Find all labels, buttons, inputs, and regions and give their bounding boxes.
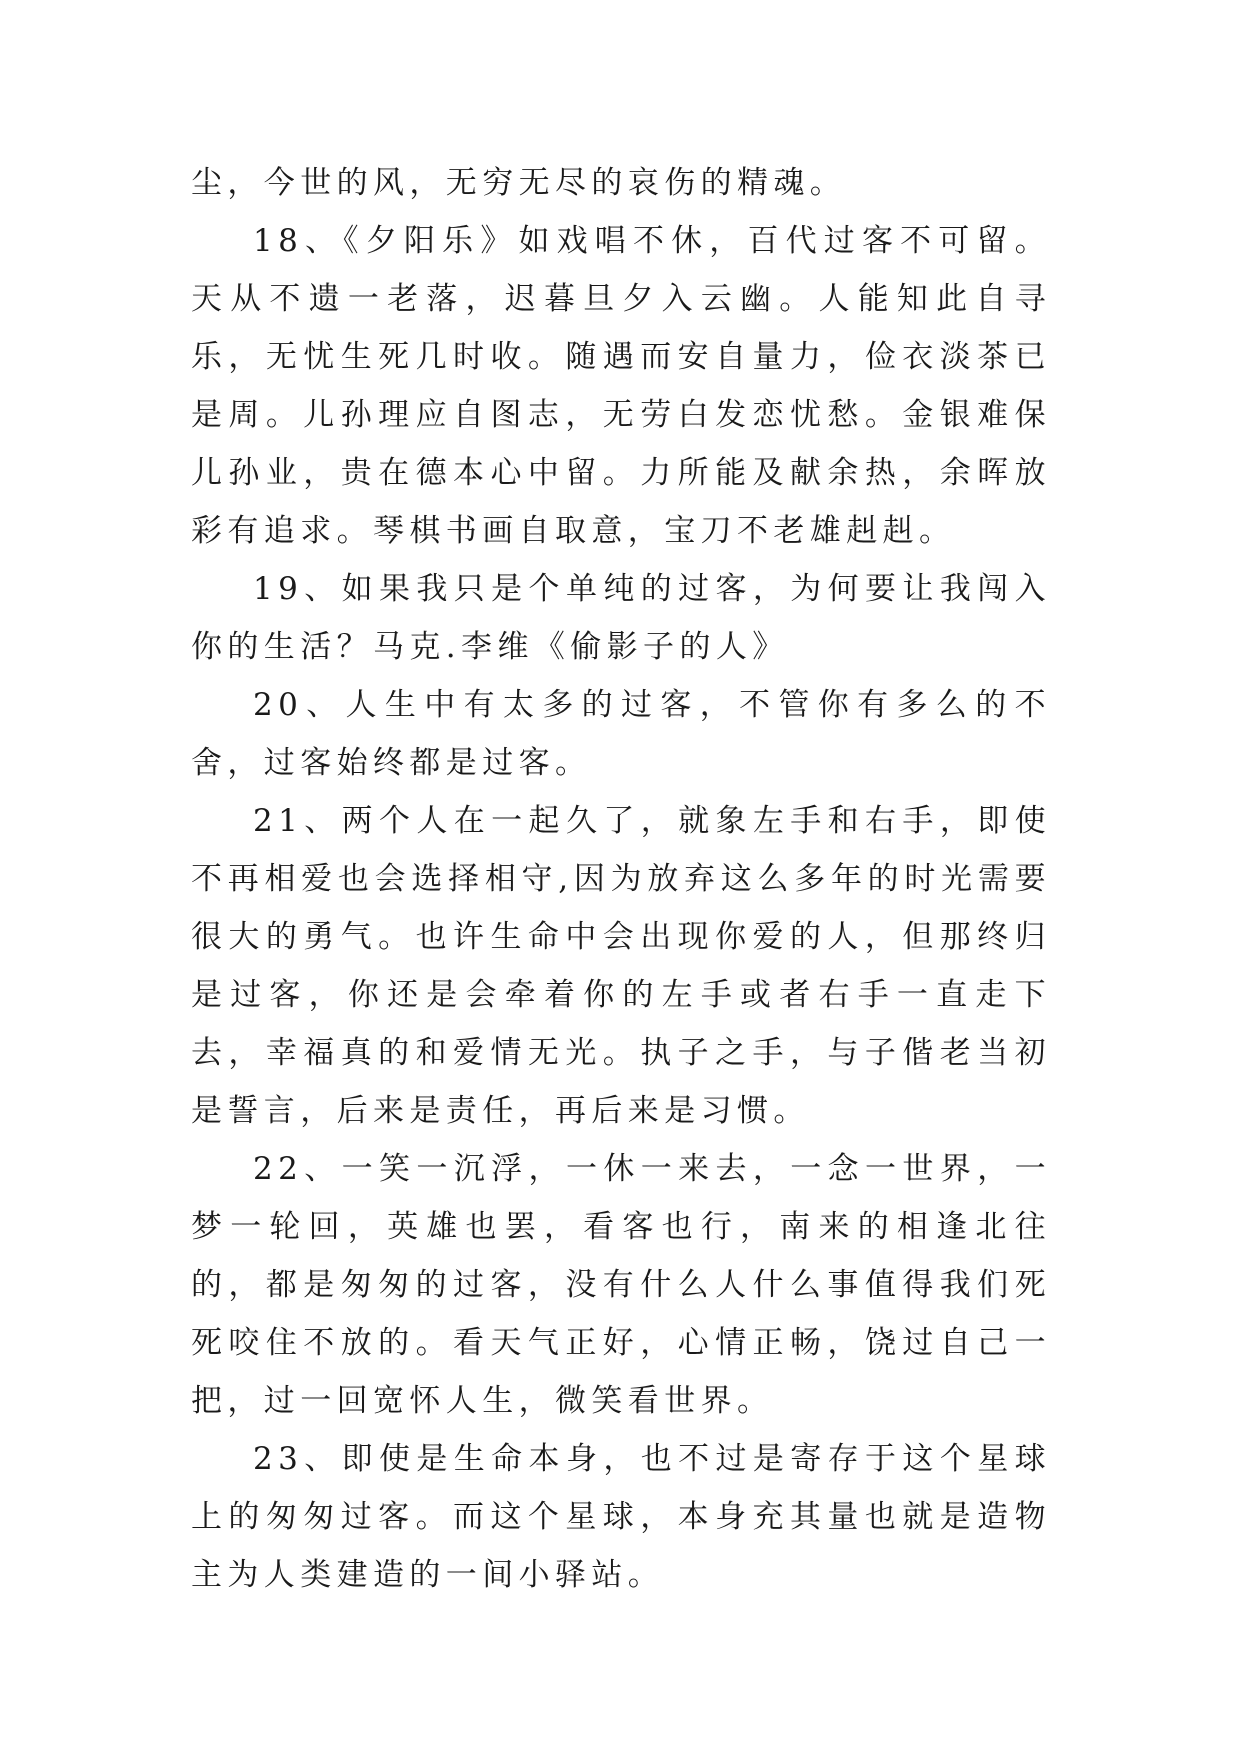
paragraph-19: 19、如果我只是个单纯的过客，为何要让我闯入你的生活？马克.李维《偷影子的人》 — [191, 571, 1051, 665]
document-body — [191, 154, 1051, 1604]
paragraph-23: 23、即使是生命本身，也不过是寄存于这个星球上的匆匆过客。而这个星球，本身充其量也就是造物主为人类建造的一间小驿站。 — [191, 1441, 1051, 1593]
paragraph-20: 20、人生中有太多的过客，不管你有多么的不舍，过客始终都是过客。 — [191, 687, 1051, 781]
paragraph-22: 22、一笑一沉浮，一休一来去，一念一世界，一梦一轮回，英雄也罢，看客也行，南来的相逢北往的，都是匆匆的过客，没有什么人什么事值得我们死死咬住不放的。看天气正好，心情正畅，饶过自己一把，过一回宽怀人生，微笑看世界。 — [191, 1151, 1051, 1419]
paragraph-18: 18、《夕阳乐》如戏唱不休，百代过客不可留。天从不遗一老落，迟暮旦夕入云幽。人能知此自寻乐，无忧生死几时收。随遇而安自量力，俭衣淡茶已是周。儿孙理应自图志，无劳白发恋忧愁。金银难保儿孙业，贵在德本心中留。力所能及献余热，余晖放彩有追求。琴棋书画自取意，宝刀不老雄赳赳。 — [191, 223, 1051, 549]
paragraph-21: 21、两个人在一起久了，就象左手和右手，即使不再相爱也会选择相守,因为放弃这么多年的时光需要很大的勇气。也许生命中会出现你爱的人，但那终归是过客，你还是会牵着你的左手或者右手一直走下去，幸福真的和爱情无光。执子之手，与子偕老当初是誓言，后来是责任，再后来是习惯。 — [191, 803, 1051, 1129]
paragraph-continued: 尘，今世的风，无穷无尽的哀伤的精魂。 — [191, 165, 847, 201]
